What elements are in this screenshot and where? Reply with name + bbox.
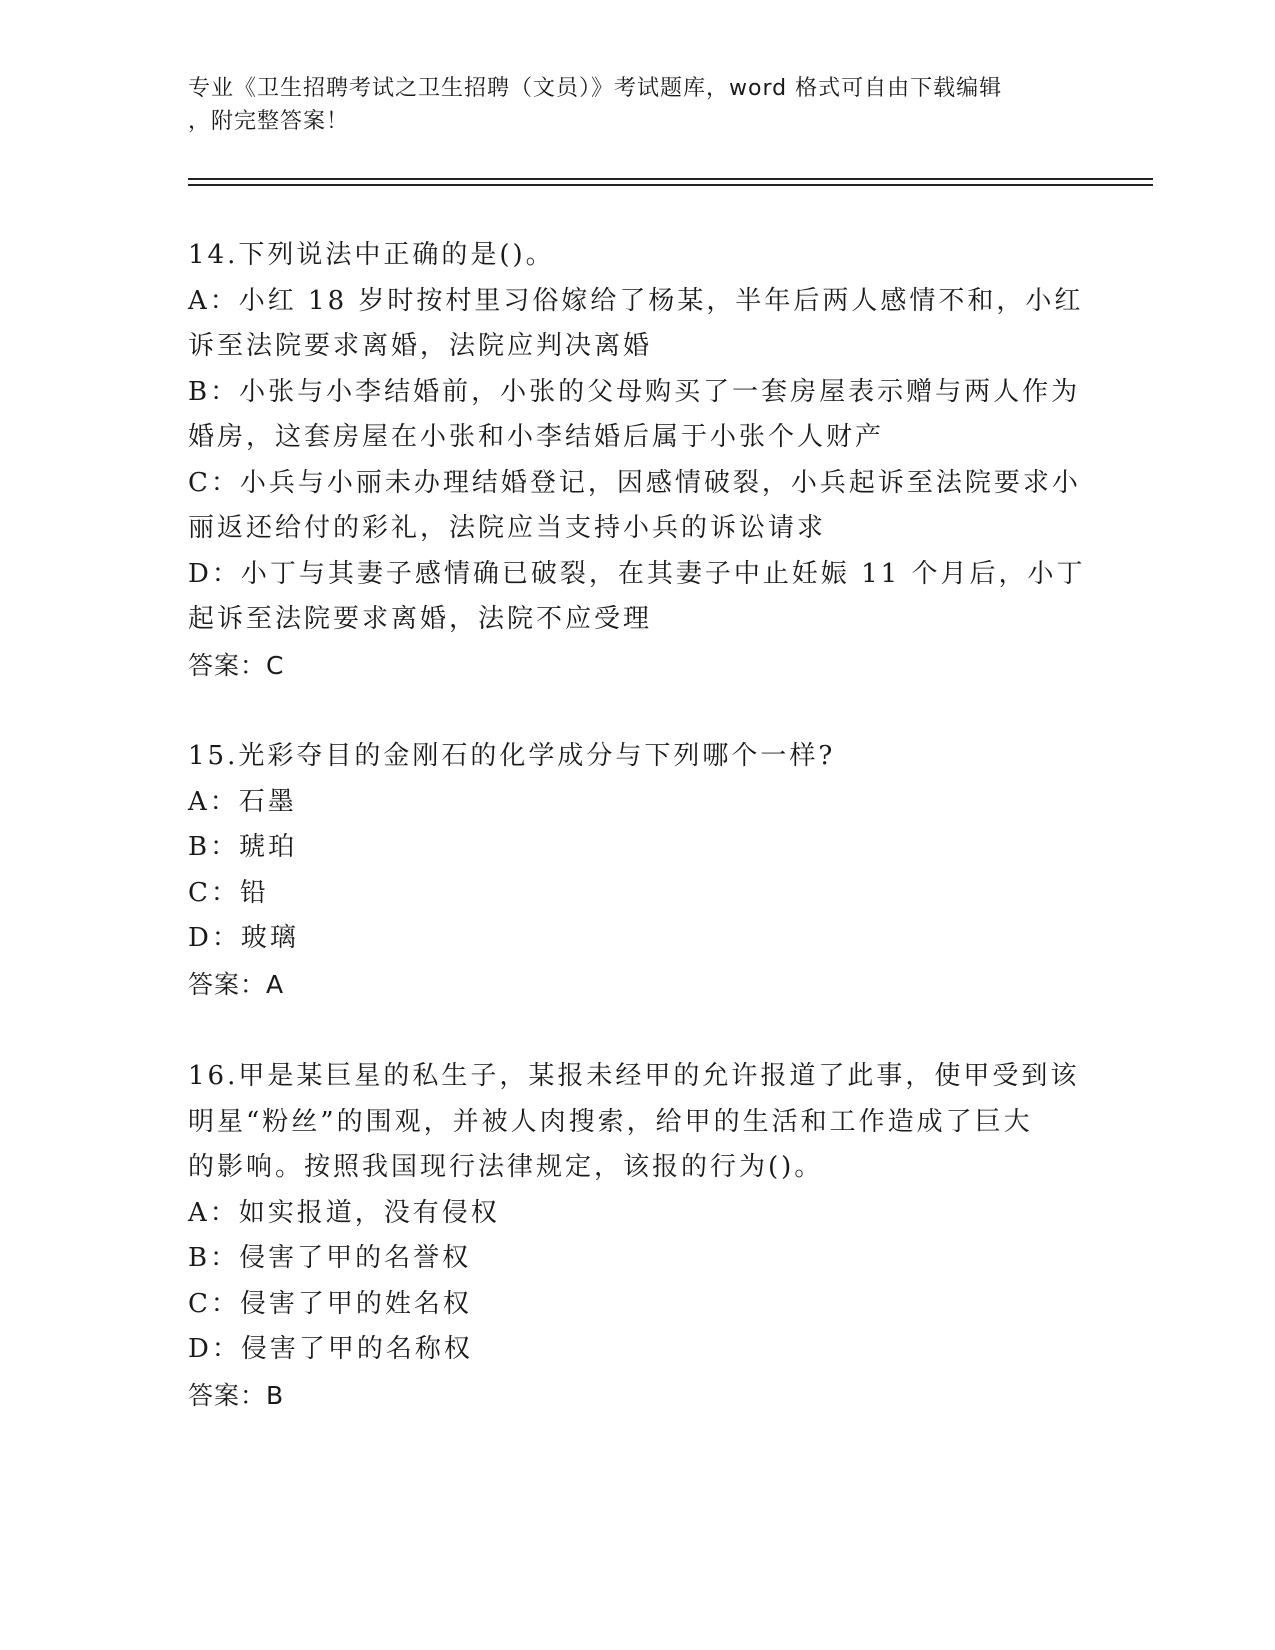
question-15: [188, 734, 1068, 1007]
option-b: B：琥珀: [188, 832, 298, 862]
option-b-line-2: 婚房，这套房屋在小张和小李结婚后属于小张个人财产: [188, 422, 885, 452]
option-c-line-2: 丽返还给付的彩礼，法院应当支持小兵的诉讼请求: [188, 513, 827, 543]
option-d-line-2: 起诉至法院要求离婚，法院不应受理: [188, 604, 653, 634]
answer: 答案：A: [188, 969, 285, 999]
question-stem-line-3: 的影响。按照我国现行法律规定，该报的行为()。: [188, 1152, 824, 1182]
answer: 答案：C: [188, 650, 285, 680]
option-d: D：玻璃: [188, 923, 299, 953]
option-a: A：石墨: [188, 786, 297, 817]
header-line-2: ，附完整答案！: [188, 109, 350, 134]
document-header: [188, 72, 1088, 138]
question-stem-line-2: 明星“粉丝”的围观，并被人肉搜索，给甲的生活和工作造成了巨大: [188, 1106, 1033, 1137]
option-c-line-1: C：小兵与小丽未办理结婚登记，因感情破裂，小兵起诉至法院要求小: [188, 467, 1081, 498]
answer: 答案：B: [188, 1380, 285, 1410]
option-a-line-1: A：小红 18 岁时按村里习俗嫁给了杨某，半年后两人感情不和，小红: [188, 285, 1084, 316]
question-14: [188, 233, 1086, 688]
question-stem: 14.下列说法中正确的是()。: [188, 240, 555, 270]
header-divider-top: [188, 178, 1153, 180]
option-c: C：侵害了甲的姓名权: [188, 1288, 472, 1319]
option-a-line-2: 诉至法院要求离婚，法院应判决离婚: [188, 331, 653, 361]
option-b: B：侵害了甲的名誉权: [188, 1243, 472, 1273]
header-line-1: 专业《卫生招聘考试之卫生招聘（文员）》考试题库，word 格式可自由下载编辑: [188, 76, 1003, 101]
question-stem-line-1: 16.甲是某巨星的私生子，某报未经甲的允许报道了此事，使甲受到该: [188, 1061, 1080, 1091]
option-c: C：铅: [188, 877, 269, 908]
option-a: A：如实报道，没有侵权: [188, 1197, 500, 1228]
question-stem: 15.光彩夺目的金刚石的化学成分与下列哪个一样?: [188, 741, 836, 771]
option-b-line-1: B：小张与小李结婚前，小张的父母购买了一套房屋表示赠与两人作为: [188, 376, 1081, 407]
option-d: D：侵害了甲的名称权: [188, 1334, 473, 1364]
option-d-line-1: D：小丁与其妻子感情确已破裂，在其妻子中止妊娠 11 个月后，小丁: [188, 558, 1086, 589]
question-16: [188, 1054, 1080, 1418]
header-divider-bottom: [188, 184, 1153, 186]
